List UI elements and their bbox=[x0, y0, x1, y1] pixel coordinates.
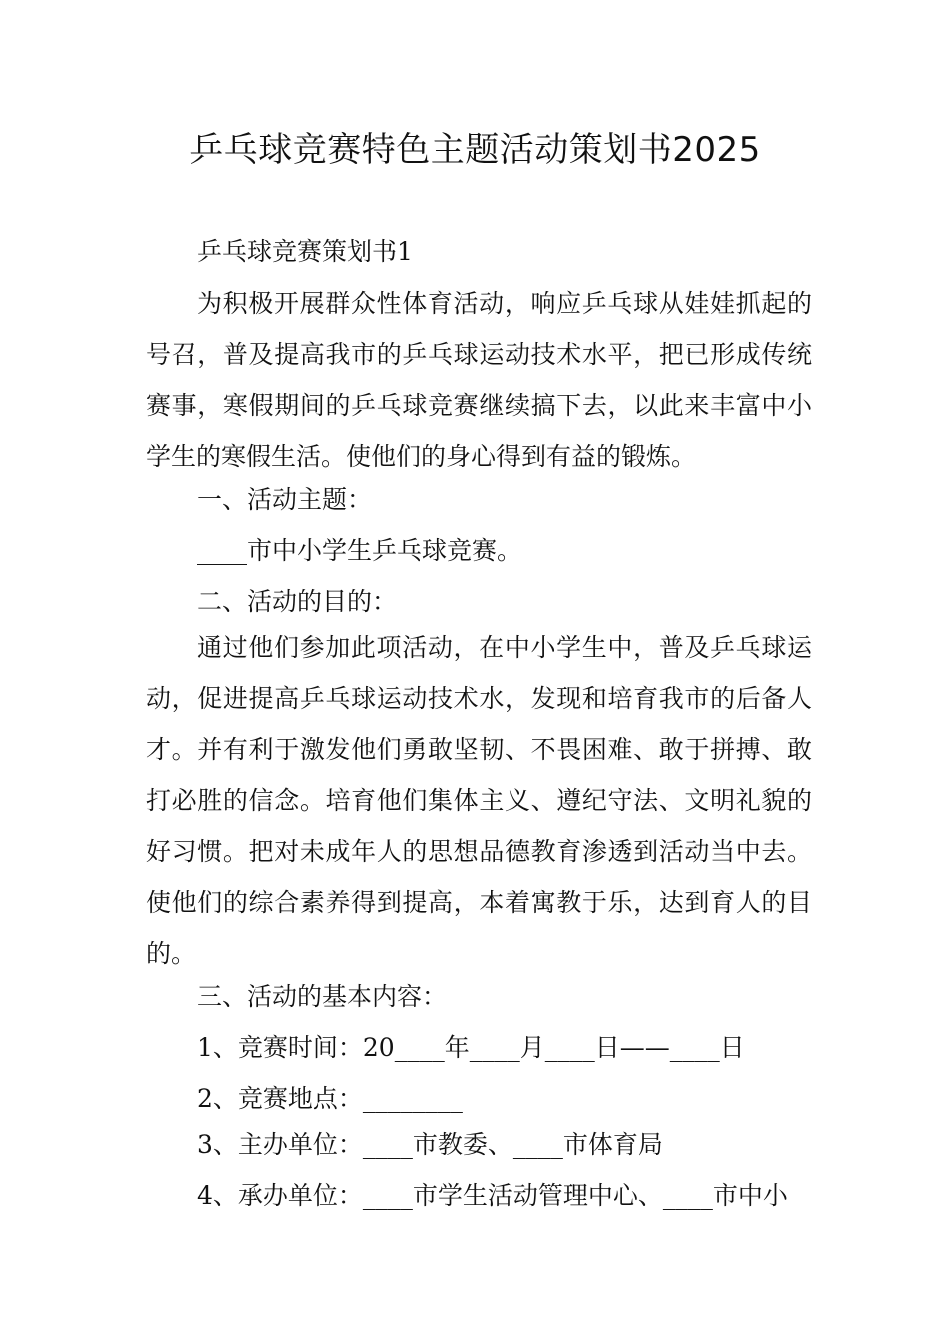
section3-heading: 三、活动的基本内容： bbox=[197, 982, 448, 1011]
list-item-time: 1、竞赛时间：20____年____月____日——____日 bbox=[197, 1033, 745, 1062]
section1-body: ____市中小学生乒乓球竞赛。 bbox=[197, 536, 523, 565]
list-item-host: 4、承办单位：____市学生活动管理中心、____市中小 bbox=[197, 1181, 788, 1210]
list-item-organizer: 3、主办单位：____市教委、____市体育局 bbox=[197, 1130, 663, 1159]
subtitle: 乒乓球竞赛策划书1 bbox=[197, 237, 413, 266]
section2-paragraph: 通过他们参加此项活动，在中小学生中，普及乒乓球运动，促进提高乒乓球运动技术水，发现和培育我市的后备人才。并有利于激发他们勇敢坚韧、不畏困难、敢于拼搏、敢打必胜的信念。培育他们集体主义、遵纪守法、文明礼貌的好习惯。把对未成年人的思想品德教育渗透到活动当中去。使他们的综合素养得到提高，本着寓教于乐，达到育人的目的。 bbox=[146, 633, 812, 968]
section1-heading: 一、活动主题： bbox=[197, 485, 373, 514]
section2-heading: 二、活动的目的： bbox=[197, 587, 398, 616]
list-item-venue: 2、竞赛地点：________ bbox=[197, 1084, 463, 1113]
document-title: 乒乓球竞赛特色主题活动策划书2025 bbox=[189, 130, 761, 170]
intro-paragraph: 为积极开展群众性体育活动，响应乒乓球从娃娃抓起的号召，普及提高我市的乒乓球运动技术水平，把已形成传统赛事，寒假期间的乒乓球竞赛继续搞下去，以此来丰富中小学生的寒假生活。使他们的身心得到有益的锻炼。 bbox=[146, 289, 812, 471]
